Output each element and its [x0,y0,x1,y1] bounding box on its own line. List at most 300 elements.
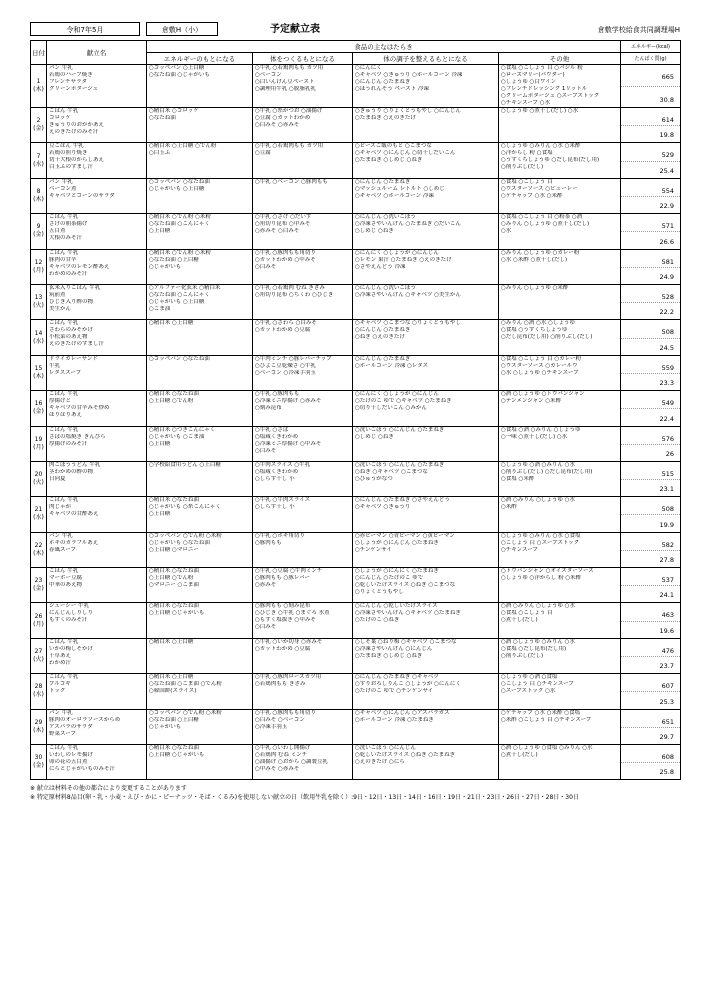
menu-row [31,320,681,355]
ingredient-line: ○酒 ○しょうゆ ○みりん ○水 [501,638,575,645]
menu-row [31,249,681,284]
condition-cell [353,568,499,603]
dish-line: 豆ごはん 牛乳 [49,143,84,150]
date-number: 15 [34,364,43,372]
ingredient-line: ○冷凍手羽玉 [255,723,288,730]
dish-cell [47,65,147,108]
day-of-week: (火) [33,302,44,310]
dish-line: ホキのカラフルあえ [49,539,99,546]
ingredient-line: ○ウスターソース ○カレールウ [501,362,578,369]
date-number: 20 [34,471,43,479]
energy-value: 582 [661,540,674,549]
ingredient-line: ○牛乳 ○若鶏肉もも カツ用 [255,65,324,71]
nutrition-cell [621,745,681,780]
ingredient-line: ○食塩 ○米酢 [501,475,535,482]
condition-cell [353,532,499,567]
dish-cell [47,461,147,496]
ingredient-line: ○しらす干し 小 [255,475,295,482]
ingredient-line: ○ねぎ ○キャベツ ○こまつな [355,468,428,475]
dish-line: 小松菜のあえ物 [49,334,88,341]
ingredient-line: ○精白米 ○上白糖 [149,674,194,681]
menu-sheet [30,22,680,802]
nutrition-cell [621,674,681,709]
day-of-week: (月) [33,443,44,451]
dish-line: えのきたけのみそ汁 [49,129,99,135]
ingredient-line: ○カットわかめ ○豆腐 [255,645,311,652]
ingredient-line: ○洗いごぼう ○にんじん ○たまねぎ [355,426,445,433]
ingredient-line: ○じゃがいも ○糸こんにゃく [149,504,221,511]
condition-cell [353,108,499,143]
ingredient-line: ○精白米 ○なたね油 [149,603,199,610]
date-cell [31,284,47,319]
ingredient-line: ○しょうゆ ○酒 ○みりん ○水 [501,461,575,468]
energy-cell [147,568,253,603]
energy-cell [147,497,253,532]
body-cell [253,355,353,390]
ingredient-line: ○キャベツ ○きゅうり [355,504,411,511]
ingredient-line: ○若鶏肉 むね ミンチ [255,752,308,759]
protein-value: 19.6 [659,626,674,635]
other-cell [499,638,621,673]
energy-cell [147,284,253,319]
ingredient-line: ○にんにく ○しょうが ○にんじん [355,249,439,256]
ingredient-line: ○しょうゆ ○洋からし 粉 ○米酢 [501,575,582,582]
ingredient-line: ○うすくちしょうゆ ○だし昆布(だし用) [501,157,600,164]
energy-cell [147,638,253,673]
other-cell [499,143,621,178]
dish-line: わかめ汁 [49,659,72,666]
ingredient-line: ○みりん ○しょうゆ ○カレー粉 [501,249,580,256]
protein-value: 30.8 [659,96,674,104]
date-number: 30 [34,754,43,762]
nutrition-divider [621,267,680,268]
dish-line: パン 牛乳 [49,709,73,716]
ingredient-line: ○じゃがいも ○上白糖 [149,185,205,192]
ingredient-line: ○牛乳 ○豚肉もも角切り [255,249,316,256]
ingredient-line: ○豚肉もも ○豚レバー [255,575,310,582]
ingredient-line: ○トウバンジャン ○オイスターソース [501,568,594,575]
dish-line: もずくのみそ汁 [49,617,88,624]
menu-row [31,638,681,673]
day-of-week: (木) [33,86,44,93]
date-cell [31,178,47,213]
day-of-week: (水) [33,160,44,168]
dish-line: ベーコン煮 [49,185,77,192]
nutrition-divider [621,514,680,515]
ingredient-line: ○カットわかめ ○豆腐 [255,327,311,334]
menu-row [31,497,681,532]
body-cell [253,638,353,673]
protein-value: 26.6 [659,237,674,246]
dish-line: ごはん 牛乳 [49,674,79,681]
ingredient-line: ○塩蔵くきわかめ [255,433,299,440]
ingredient-line: ○さやえんどう 冷凍 [355,263,406,270]
dish-line: 厚揚げと [49,398,72,405]
dish-line: わかめのみそ汁 [49,270,88,277]
date-cell [31,355,47,390]
other-column-header: その他 [499,53,621,65]
ingredient-line: ○にんにく [355,65,382,71]
energy-value: 559 [661,363,674,372]
date-number: 13 [34,294,43,302]
ingredient-line: ○精白米 ○なたね油 [149,745,199,752]
dish-line: 若鶏のハーブ焼き [49,72,93,78]
date-number: 1 [36,78,41,85]
nutrition-divider [621,479,680,480]
nutrition-divider [621,302,680,303]
menu-row [31,391,681,426]
condition-cell [353,249,499,284]
ingredient-line: ○にんじん ○たまねぎ [355,355,411,362]
energy-cell [147,426,253,461]
date-cell [31,638,47,673]
ingredient-line: ○食塩 ○こしょう 白 [501,178,553,185]
ingredient-line: ○刻み昆布 [255,405,282,412]
condition-cell [353,320,499,355]
date-number: 28 [34,683,43,691]
dish-cell [47,320,147,355]
ingredient-line: ○牛乳 ○若鶏肉もも カツ用 [255,143,324,150]
body-cell [253,709,353,744]
day-of-week: (金) [33,125,44,133]
menu-row [31,143,681,178]
ingredient-line: ○精白米 ○でん粉 ○米粉 [149,249,211,256]
ingredient-line: ○食塩 ○こしょう 白 ○カレー粉 [501,355,582,362]
nutrition-divider [621,762,680,763]
menu-row [31,284,681,319]
ingredient-line: ○白みそ [255,624,277,631]
ingredient-line: ○洗いごぼう ○にんじん ○たまねぎ [355,461,445,468]
dish-line: いわしのレモ揚げ [49,752,94,759]
other-cell [499,497,621,532]
ingredient-line: ○洗いごぼう ○にんじん [355,745,416,752]
ingredient-line: ○にんじん ○たまねぎ [355,178,411,185]
ingredient-line: ○たまねぎ ○しめじ ○ねぎ [355,157,423,164]
day-of-week: (木) [33,549,44,557]
day-of-week: (水) [33,337,44,345]
menu-row [31,108,681,143]
ingredient-line: ○精白米 ○なたね油 [149,391,199,398]
ingredient-line: ○たけのこ ゆで ○キャベツ ○たまねぎ [355,398,452,405]
ingredient-line: ○白いんげん豆ペースト [255,79,315,85]
protein-value: 23.1 [659,485,674,494]
nutrition-divider [621,444,680,445]
date-number: 23 [34,577,43,585]
ingredient-line: ○みりん ○酒 ○水 ○しょうゆ [501,320,575,327]
condition-cell [353,497,499,532]
ingredient-line: ○牛乳 ○豚肉もも角切り [255,709,316,716]
ingredient-line: ○マロニー ○ごま油 [149,582,199,589]
date-cell [31,108,47,143]
ingredient-line: ○冷凍さやいんげん ○キャベツ ○たまねぎ [355,610,461,617]
dish-cell [47,568,147,603]
body-cell [253,497,353,532]
ingredient-line: ○ねぎ ○えのきたけ [355,334,405,341]
dish-cell [47,284,147,319]
ingredient-line: ○精白米 ○なたね油 [149,568,199,575]
ingredient-line: ○牛乳 ○糸がつお ○油揚げ [255,108,323,114]
ingredient-line: ○しょうゆ ○みりん ○水 ○食塩 [501,532,581,539]
ingredient-line: ○ケチャップ ○水 ○米酢 [501,192,563,199]
dish-line: ごはん 牛乳 [49,497,79,504]
date-number: 21 [34,506,43,514]
ingredient-line: ○たけのこ ゆで ○チンゲンサイ [355,688,434,695]
energy-cell [147,355,253,390]
ingredient-line: ○精白米 ○コロッケ [149,108,199,114]
energy-value: 508 [661,505,674,514]
dish-cell [47,638,147,673]
protein-unit-header: たんぱく質(g) [621,53,681,65]
body-cell [253,568,353,603]
ingredient-line: ○たけのこ ○ねぎ [355,617,400,624]
date-number: 14 [34,329,43,337]
ingredient-line: ○冷凍さやいんげん ○キャベツ ○美生かん [355,291,461,298]
date-number: 19 [34,435,43,443]
ingredient-line: ○一味 ○煮干し(だし) ○水 [501,433,568,440]
protein-value: 25.4 [659,166,674,175]
ingredient-line: ○コッペパン ○でん粉 ○米粉 [149,709,222,716]
condition-cell [353,674,499,709]
dish-cell [47,355,147,390]
body-cell [253,178,353,213]
day-of-week: (金) [33,762,44,770]
other-cell [499,461,621,496]
dish-line: レタススープ [49,369,82,376]
ingredient-line: ○食塩 ○こしょう 白 [501,610,553,617]
ingredient-line: ○きゅうり ○りょくとうもやし ○にんじん [355,108,461,114]
ingredient-line: ○赤みそ [255,582,277,589]
ingredient-line: ○牛乳 ○いわし開揚げ [255,745,311,752]
ingredient-line: ○牛乳 ○牛肉スライス [255,497,311,504]
energy-cell [147,65,253,108]
ingredient-line: ○牛肉スライス ○牛乳 [255,461,311,468]
nutrition-cell [621,497,681,532]
function-group-header: 食品の主なはたらき [147,41,621,53]
date-number: 26 [34,612,43,620]
ingredient-line: ○じゃがいも ○なたね油 [149,539,210,546]
ingredient-line: ○テンメンジャン ○米酢 [501,398,562,405]
menu-row [31,568,681,603]
energy-value: 528 [661,292,674,301]
ingredient-line: ○洋からし 粉 ○食塩 [501,150,553,157]
dish-line: ごはん 牛乳 [49,391,79,398]
ingredient-line: ○コッペパン ○なたね油 [149,355,210,362]
ingredient-line: ○牛乳 ○豆腐 ○牛肉ミンチ [255,568,323,575]
protein-value: 22.2 [659,308,674,317]
energy-value: 549 [661,399,674,408]
day-of-week: (木) [33,726,44,734]
footnote-change: ※ 献立は材料その他の都合により変更することがあります [30,785,187,793]
dish-line: 玄米入りごはん 牛乳 [49,284,101,291]
dish-line: 牛乳 [49,362,61,369]
ingredient-line: ○食塩 ○酒 ○みりん ○しょうゆ [501,426,581,433]
ingredient-line: ○にんじん ○たまねぎ ○さやえんどう [355,497,450,504]
ingredient-line: ○キャベツ ○きゅうり ○ホールコーン 冷凍 [355,72,463,78]
menu-table [30,40,681,780]
energy-unit-header: エネルギー(kcal) [621,41,681,53]
ingredient-line: ○じゃがいも [149,263,182,270]
body-cell [253,461,353,496]
ingredient-line: ○精白米 ○なたね油 [149,497,199,504]
dish-line: ごはん 牛乳 [49,426,79,433]
ingredient-line: ○なたね油 [149,115,176,121]
ingredient-line: ○白みそ ○ベーコン [255,716,305,723]
menu-row [31,603,681,638]
ingredient-line: ○にんじん ○乾しいたけスライス [355,603,438,610]
ingredient-line: ○ホールコーン 冷凍 ○たまねぎ [355,716,434,723]
condition-column-header: 体の調子を整えるもとになる [353,53,499,65]
protein-value: 26 [665,449,674,458]
dish-line: 切干大根のからしあえ [49,157,105,164]
ingredient-line: ○じゃがいも ○ごま油 [149,433,205,440]
day-of-week: (木) [33,372,44,380]
nutrition-divider [621,621,680,622]
energy-value: 476 [661,646,674,655]
energy-cell [147,532,253,567]
condition-cell [353,745,499,780]
condition-cell [353,143,499,178]
day-of-week: (火) [33,479,44,487]
ingredient-line: ○白みそ [255,263,277,270]
energy-cell [147,214,253,249]
date-cell [31,426,47,461]
nutrition-cell [621,284,681,319]
protein-value: 19.8 [659,131,674,140]
ingredient-line: ○上白糖 [149,228,171,235]
dish-line: ごはん 牛乳 [49,214,79,221]
other-cell [499,603,621,638]
ingredient-line: ○煮干し(だし) [501,617,538,624]
ingredient-line: ○チキンスープ [501,546,539,553]
ingredient-line: ○白玉ふ [149,150,171,157]
dish-line: きゅうりのおかかあえ [49,122,105,128]
ingredient-line: ○白みそ ○赤みそ [255,122,300,128]
menu-body [31,65,681,780]
footnotes [30,784,680,802]
dish-line: マーボー豆腐 [49,575,83,582]
nutrition-cell [621,638,681,673]
other-cell [499,568,621,603]
ingredient-line: ○酒 ○しょうゆ ○トウバンジャン [501,391,585,398]
body-cell [253,320,353,355]
school-label: 倉敷H（小） [146,22,218,36]
dish-line: 日向夏 [49,475,66,482]
date-number: 7 [36,152,41,160]
ingredient-line: ○たまねぎ ○えのきたけ [355,115,416,121]
energy-cell [147,603,253,638]
nutrition-cell [621,214,681,249]
ingredient-line: ○精白米 ○上白糖 [149,320,194,327]
protein-value: 22.4 [659,414,674,423]
ingredient-line: ○キャベツ ○にんじん ○アスパラガス [355,709,450,716]
nutrition-cell [621,709,681,744]
ingredient-line: ○豚肉もも [255,539,282,546]
dish-line: ごはん 牛乳 [49,249,79,256]
nutrition-cell [621,178,681,213]
date-cell [31,674,47,709]
nutrition-divider [621,408,680,409]
protein-value: 24.9 [659,272,674,281]
dish-line: ごはん 牛乳 [49,638,79,645]
energy-value: 554 [661,186,674,195]
body-column-header: 体をつくるもとになる [253,53,353,65]
ingredient-line: ○牛乳 ○ベーコン ○豚肉もも [255,178,328,185]
ingredient-line: ○にんじん ○たけのこ ゆで [355,575,424,582]
ingredient-line: ○牛乳 ○豚肉ロースカツ用 [255,674,322,681]
ingredient-line: ○豚肉もも ○刻み昆布 [255,603,311,610]
nutrition-divider [621,373,680,374]
energy-value: 515 [661,469,674,478]
protein-value: 25.8 [659,768,674,777]
dish-line: えのきたけのすまし汁 [49,341,105,348]
energy-value: 537 [661,576,674,585]
ingredient-line: ○にんじん ○たまねぎ [355,327,411,334]
menu-row [31,461,681,496]
ingredient-line: ○もずく塩抜き ○中みそ [255,617,316,624]
condition-cell [353,355,499,390]
ingredient-line: ○ホールコーン 冷凍 ○レタス [355,362,429,369]
ingredient-line: ○上白糖 ○じゃがいも [149,752,205,759]
other-cell [499,355,621,390]
day-of-week: (金) [33,231,44,239]
date-number: 2 [36,117,41,125]
ingredient-line: ○精白米 ○でん粉 ○米粉 [149,214,211,221]
ingredient-line: ○上白糖 [149,511,171,518]
dish-line: 筑前煮 [49,291,66,298]
nutrition-cell [621,108,681,143]
condition-cell [353,709,499,744]
day-of-week: (木) [33,195,44,203]
menu-row [31,745,681,780]
day-column-header: 日付 [31,41,47,65]
body-cell [253,143,353,178]
ingredient-line: ○アルファー化玄米 ○精白米 [149,284,221,291]
energy-cell [147,249,253,284]
dish-line: さばの塩焼き きんぴら [49,433,106,440]
menu-row [31,65,681,108]
condition-cell [353,638,499,673]
ingredient-line: ○冷凍ミニ厚揚げ ○中みそ [255,440,322,447]
other-cell [499,391,621,426]
dish-cell [47,249,147,284]
ingredient-line: ○韓国餅(スライス) [149,688,197,695]
nutrition-cell [621,461,681,496]
ingredient-line: ○コッペパン ○なたね油 [149,178,210,185]
ingredient-line: ○たまねぎ ○しめじ ○ねぎ [355,652,423,659]
dish-cell [47,391,147,426]
ingredient-line: ○米酢 [501,504,517,511]
footnote-allergen: ※ 特定原材料8品目(卵・乳・小麦・えび・かに・ピーナッツ・そば・くるみ)を使用しない献立の日（飲用牛乳を除く）:9日・12日・13日・14日・16日・19日・21日・23日・26日・27日・28日・30日 [30,794,579,802]
ingredient-line: ○乾しいたけスライス ○ねぎ ○こまつな [355,582,456,589]
dish-line: 大根のみそ汁 [49,235,83,242]
protein-value: 24.5 [659,343,674,352]
dish-line: 春風スープ [49,546,76,553]
energy-cell [147,709,253,744]
date-cell [31,497,47,532]
ingredient-line: ○削りぶし(だし) [501,164,544,171]
dish-cell [47,426,147,461]
date-cell [31,709,47,744]
ingredient-line: ○フレンチドレッシング 1リットル [501,86,588,92]
dish-cell [47,178,147,213]
ingredient-line: ○米酢 ○こしょう 白 ○チキンスープ [501,716,592,723]
ingredient-line: ○しめじ ○ねぎ [355,433,394,440]
energy-value: 529 [661,151,674,160]
ingredient-line: ○中みそ ○赤みそ [255,766,300,773]
ingredient-line: ○上白糖 ○でん粉 [149,575,194,582]
ingredient-line: ○牛乳 ○さけ ○だいず [255,214,312,221]
ingredient-line: ○だし昆布(だし用) ○削りぶし(だし) [501,334,593,341]
